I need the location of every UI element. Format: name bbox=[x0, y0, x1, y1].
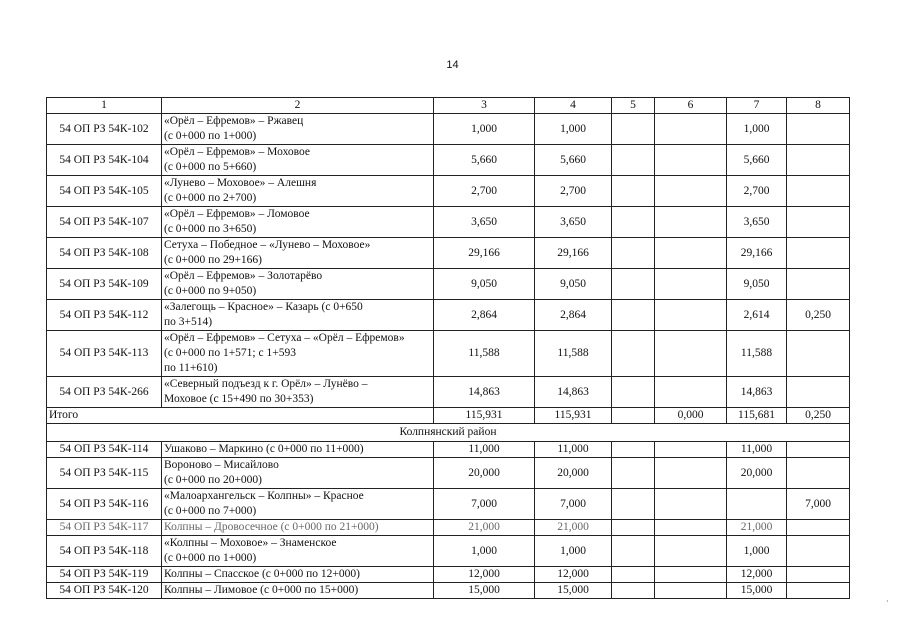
value-cell-c7: 14,863 bbox=[727, 377, 787, 408]
header-cell: 1 bbox=[47, 98, 162, 114]
road-name-line: «Орёл – Ефремов» – Ржавец bbox=[164, 115, 304, 127]
total-group bbox=[47, 408, 850, 442]
value-cell-c5 bbox=[612, 331, 655, 377]
value-cell-c4: 9,050 bbox=[535, 269, 612, 300]
road-name-cell bbox=[162, 176, 434, 207]
value-cell-c3: 12,000 bbox=[434, 567, 535, 583]
road-name-cell bbox=[162, 238, 434, 269]
value-cell-c7: 11,588 bbox=[727, 331, 787, 377]
road-name-line: «Орёл – Ефремов» – Ломовое bbox=[164, 208, 310, 220]
road-name-line: «Лунево – Моховое» – Алешня bbox=[164, 177, 317, 189]
value-cell-c5 bbox=[612, 458, 655, 489]
road-name-line: «Малоархангельск – Колпны» – Красное bbox=[164, 490, 364, 502]
table-row bbox=[47, 489, 850, 520]
value-cell-c3: 9,050 bbox=[434, 269, 535, 300]
road-name-cell bbox=[162, 114, 434, 145]
value-cell-c3: 15,000 bbox=[434, 583, 535, 599]
value-cell-c3: 1,000 bbox=[434, 536, 535, 567]
table-body-group-a bbox=[47, 114, 850, 408]
value-cell-c5 bbox=[612, 489, 655, 520]
road-code-cell: 54 ОП РЗ 54К-112 bbox=[47, 300, 162, 331]
value-cell-c5 bbox=[612, 583, 655, 599]
value-cell-c7: 1,000 bbox=[727, 114, 787, 145]
value-cell-c5 bbox=[612, 300, 655, 331]
road-name-cell bbox=[162, 331, 434, 377]
value-cell-c8 bbox=[787, 567, 850, 583]
value-cell-c6 bbox=[655, 114, 727, 145]
road-name-cell bbox=[162, 489, 434, 520]
road-name-cell bbox=[162, 536, 434, 567]
value-cell-c5 bbox=[612, 238, 655, 269]
total-cell: 115,931 bbox=[535, 408, 612, 424]
value-cell-c5 bbox=[612, 567, 655, 583]
value-cell-c8 bbox=[787, 442, 850, 458]
road-code-cell: 54 ОП РЗ 54К-119 bbox=[47, 567, 162, 583]
road-name-line: «Орёл – Ефремов» – Моховое bbox=[164, 146, 310, 158]
road-name-line: Колпны – Спасское (с 0+000 по 12+000) bbox=[164, 568, 360, 580]
total-cell: 115,681 bbox=[727, 408, 787, 424]
value-cell-c8 bbox=[787, 207, 850, 238]
road-name-line: Колпны – Дровосечное (с 0+000 по 21+000) bbox=[164, 521, 379, 533]
value-cell-c5 bbox=[612, 207, 655, 238]
road-name-line: (с 0+000 по 29+166) bbox=[164, 254, 263, 266]
value-cell-c7: 2,700 bbox=[727, 176, 787, 207]
road-name-line: (с 0+000 по 3+650) bbox=[164, 223, 257, 235]
value-cell-c4: 1,000 bbox=[535, 114, 612, 145]
value-cell-c4: 14,863 bbox=[535, 377, 612, 408]
road-code-cell: 54 ОП РЗ 54К-116 bbox=[47, 489, 162, 520]
road-name-line: Ушаково – Маркино (с 0+000 по 11+000) bbox=[164, 443, 364, 455]
road-code-cell: 54 ОП РЗ 54К-107 bbox=[47, 207, 162, 238]
value-cell-c4: 20,000 bbox=[535, 458, 612, 489]
value-cell-c6 bbox=[655, 489, 727, 520]
value-cell-c7 bbox=[727, 489, 787, 520]
value-cell-c6 bbox=[655, 567, 727, 583]
value-cell-c4: 21,000 bbox=[535, 520, 612, 536]
road-name-line: по 3+514) bbox=[164, 316, 213, 328]
road-name-line: «Орёл – Ефремов» – Золотарёво bbox=[164, 270, 323, 282]
section-row bbox=[47, 424, 850, 442]
value-cell-c6 bbox=[655, 300, 727, 331]
road-name-line: (с 0+000 по 9+050) bbox=[164, 285, 257, 297]
total-cell: 0,250 bbox=[787, 408, 850, 424]
road-code-cell: 54 ОП РЗ 54К-108 bbox=[47, 238, 162, 269]
road-name-cell bbox=[162, 269, 434, 300]
value-cell-c3: 2,700 bbox=[434, 176, 535, 207]
total-row bbox=[47, 408, 850, 424]
table-row bbox=[47, 238, 850, 269]
road-name-line: по 11+610) bbox=[164, 362, 218, 374]
value-cell-c5 bbox=[612, 536, 655, 567]
header-cell: 5 bbox=[612, 98, 655, 114]
value-cell-c4: 7,000 bbox=[535, 489, 612, 520]
value-cell-c6 bbox=[655, 331, 727, 377]
value-cell-c4: 29,166 bbox=[535, 238, 612, 269]
value-cell-c3: 2,864 bbox=[434, 300, 535, 331]
table-row bbox=[47, 567, 850, 583]
value-cell-c8 bbox=[787, 176, 850, 207]
value-cell-c7: 9,050 bbox=[727, 269, 787, 300]
header-cell: 2 bbox=[162, 98, 434, 114]
road-code-cell: 54 ОП РЗ 54К-109 bbox=[47, 269, 162, 300]
road-code-cell: 54 ОП РЗ 54К-266 bbox=[47, 377, 162, 408]
value-cell-c7: 5,660 bbox=[727, 145, 787, 176]
table-row bbox=[47, 442, 850, 458]
value-cell-c6 bbox=[655, 458, 727, 489]
header-cell: 3 bbox=[434, 98, 535, 114]
value-cell-c6 bbox=[655, 176, 727, 207]
value-cell-c6 bbox=[655, 238, 727, 269]
value-cell-c6 bbox=[655, 207, 727, 238]
table-row bbox=[47, 583, 850, 599]
road-name-line: (с 0+000 по 20+000) bbox=[164, 474, 263, 486]
value-cell-c3: 14,863 bbox=[434, 377, 535, 408]
header-cell: 6 bbox=[655, 98, 727, 114]
table-row bbox=[47, 300, 850, 331]
road-name-cell bbox=[162, 458, 434, 489]
road-name-line: «Северный подъезд к г. Орёл» – Лунёво – bbox=[164, 378, 368, 390]
value-cell-c7: 3,650 bbox=[727, 207, 787, 238]
value-cell-c6 bbox=[655, 145, 727, 176]
value-cell-c4: 2,700 bbox=[535, 176, 612, 207]
road-name-cell bbox=[162, 520, 434, 536]
value-cell-c4: 5,660 bbox=[535, 145, 612, 176]
value-cell-c6 bbox=[655, 536, 727, 567]
road-code-cell: 54 ОП РЗ 54К-104 bbox=[47, 145, 162, 176]
total-cell: 0,000 bbox=[655, 408, 727, 424]
value-cell-c8 bbox=[787, 583, 850, 599]
road-name-cell bbox=[162, 300, 434, 331]
total-label: Итого bbox=[47, 408, 434, 424]
road-name-line: Сетуха – Победное – «Лунево – Моховое» bbox=[164, 239, 371, 251]
value-cell-c8 bbox=[787, 536, 850, 567]
value-cell-c8 bbox=[787, 520, 850, 536]
total-cell: 115,931 bbox=[434, 408, 535, 424]
road-code-cell: 54 ОП РЗ 54К-117 bbox=[47, 520, 162, 536]
value-cell-c8 bbox=[787, 331, 850, 377]
table-row bbox=[47, 207, 850, 238]
value-cell-c4: 11,000 bbox=[535, 442, 612, 458]
value-cell-c7: 12,000 bbox=[727, 567, 787, 583]
value-cell-c7: 15,000 bbox=[727, 583, 787, 599]
road-name-line: (с 0+000 по 5+660) bbox=[164, 161, 257, 173]
value-cell-c3: 7,000 bbox=[434, 489, 535, 520]
table-row bbox=[47, 536, 850, 567]
value-cell-c5 bbox=[612, 145, 655, 176]
value-cell-c5 bbox=[612, 114, 655, 145]
value-cell-c6 bbox=[655, 583, 727, 599]
table-body-group-b bbox=[47, 442, 850, 599]
value-cell-c3: 1,000 bbox=[434, 114, 535, 145]
total-cell bbox=[612, 408, 655, 424]
value-cell-c5 bbox=[612, 269, 655, 300]
value-cell-c8 bbox=[787, 458, 850, 489]
value-cell-c3: 11,000 bbox=[434, 442, 535, 458]
table-row bbox=[47, 520, 850, 536]
road-name-line: «Колпны – Моховое» – Знаменское bbox=[164, 537, 337, 549]
road-name-line: «Орёл – Ефремов» – Сетуха – «Орёл – Ефремов» bbox=[164, 332, 405, 344]
value-cell-c4: 15,000 bbox=[535, 583, 612, 599]
road-name-line: (с 0+000 по 1+000) bbox=[164, 552, 257, 564]
header-cell: 7 bbox=[727, 98, 787, 114]
value-cell-c7: 29,166 bbox=[727, 238, 787, 269]
table-row bbox=[47, 269, 850, 300]
value-cell-c7: 1,000 bbox=[727, 536, 787, 567]
road-name-cell bbox=[162, 145, 434, 176]
value-cell-c3: 20,000 bbox=[434, 458, 535, 489]
value-cell-c6 bbox=[655, 377, 727, 408]
value-cell-c6 bbox=[655, 520, 727, 536]
road-code-cell: 54 ОП РЗ 54К-102 bbox=[47, 114, 162, 145]
road-name-cell bbox=[162, 583, 434, 599]
road-code-cell: 54 ОП РЗ 54К-120 bbox=[47, 583, 162, 599]
section-title: Колпнянский район bbox=[47, 424, 850, 442]
header-row bbox=[47, 98, 850, 114]
value-cell-c3: 21,000 bbox=[434, 520, 535, 536]
road-code-cell: 54 ОП РЗ 54К-118 bbox=[47, 536, 162, 567]
value-cell-c7: 20,000 bbox=[727, 458, 787, 489]
value-cell-c5 bbox=[612, 520, 655, 536]
road-name-cell bbox=[162, 207, 434, 238]
table-row bbox=[47, 331, 850, 377]
value-cell-c8: 0,250 bbox=[787, 300, 850, 331]
road-name-line: (с 0+000 по 7+000) bbox=[164, 505, 257, 517]
table-row bbox=[47, 377, 850, 408]
value-cell-c8 bbox=[787, 145, 850, 176]
value-cell-c6 bbox=[655, 442, 727, 458]
table-row bbox=[47, 145, 850, 176]
value-cell-c7: 2,614 bbox=[727, 300, 787, 331]
road-name-line: Моховое (с 15+490 по 30+353) bbox=[164, 393, 314, 405]
roads-table bbox=[46, 97, 850, 599]
value-cell-c3: 3,650 bbox=[434, 207, 535, 238]
road-name-cell bbox=[162, 377, 434, 408]
value-cell-c5 bbox=[612, 377, 655, 408]
road-name-line: «Залегощь – Красное» – Казарь (с 0+650 bbox=[164, 301, 363, 313]
value-cell-c7: 11,000 bbox=[727, 442, 787, 458]
value-cell-c5 bbox=[612, 442, 655, 458]
value-cell-c4: 3,650 bbox=[535, 207, 612, 238]
road-code-cell: 54 ОП РЗ 54К-115 bbox=[47, 458, 162, 489]
value-cell-c4: 2,864 bbox=[535, 300, 612, 331]
value-cell-c4: 1,000 bbox=[535, 536, 612, 567]
road-code-cell: 54 ОП РЗ 54К-105 bbox=[47, 176, 162, 207]
road-name-line: (с 0+000 по 1+571; с 1+593 bbox=[164, 347, 296, 359]
margin-mark: · bbox=[886, 597, 889, 606]
value-cell-c8 bbox=[787, 114, 850, 145]
road-name-line: Колпны – Лимовое (с 0+000 по 15+000) bbox=[164, 584, 359, 596]
header-cell: 4 bbox=[535, 98, 612, 114]
road-name-cell bbox=[162, 567, 434, 583]
value-cell-c3: 29,166 bbox=[434, 238, 535, 269]
road-name-line: Вороново – Мисайлово bbox=[164, 459, 279, 471]
road-name-cell bbox=[162, 442, 434, 458]
value-cell-c8 bbox=[787, 238, 850, 269]
value-cell-c4: 12,000 bbox=[535, 567, 612, 583]
road-code-cell: 54 ОП РЗ 54К-114 bbox=[47, 442, 162, 458]
value-cell-c3: 5,660 bbox=[434, 145, 535, 176]
value-cell-c6 bbox=[655, 269, 727, 300]
header-cell: 8 bbox=[787, 98, 850, 114]
value-cell-c5 bbox=[612, 176, 655, 207]
page-number: 14 bbox=[446, 59, 459, 71]
road-code-cell: 54 ОП РЗ 54К-113 bbox=[47, 331, 162, 377]
value-cell-c8 bbox=[787, 269, 850, 300]
value-cell-c3: 11,588 bbox=[434, 331, 535, 377]
table-row bbox=[47, 114, 850, 145]
table-row bbox=[47, 176, 850, 207]
road-name-line: (с 0+000 по 1+000) bbox=[164, 130, 257, 142]
value-cell-c8: 7,000 bbox=[787, 489, 850, 520]
road-name-line: (с 0+000 по 2+700) bbox=[164, 192, 257, 204]
value-cell-c4: 11,588 bbox=[535, 331, 612, 377]
value-cell-c8 bbox=[787, 377, 850, 408]
value-cell-c7: 21,000 bbox=[727, 520, 787, 536]
table-row bbox=[47, 458, 850, 489]
